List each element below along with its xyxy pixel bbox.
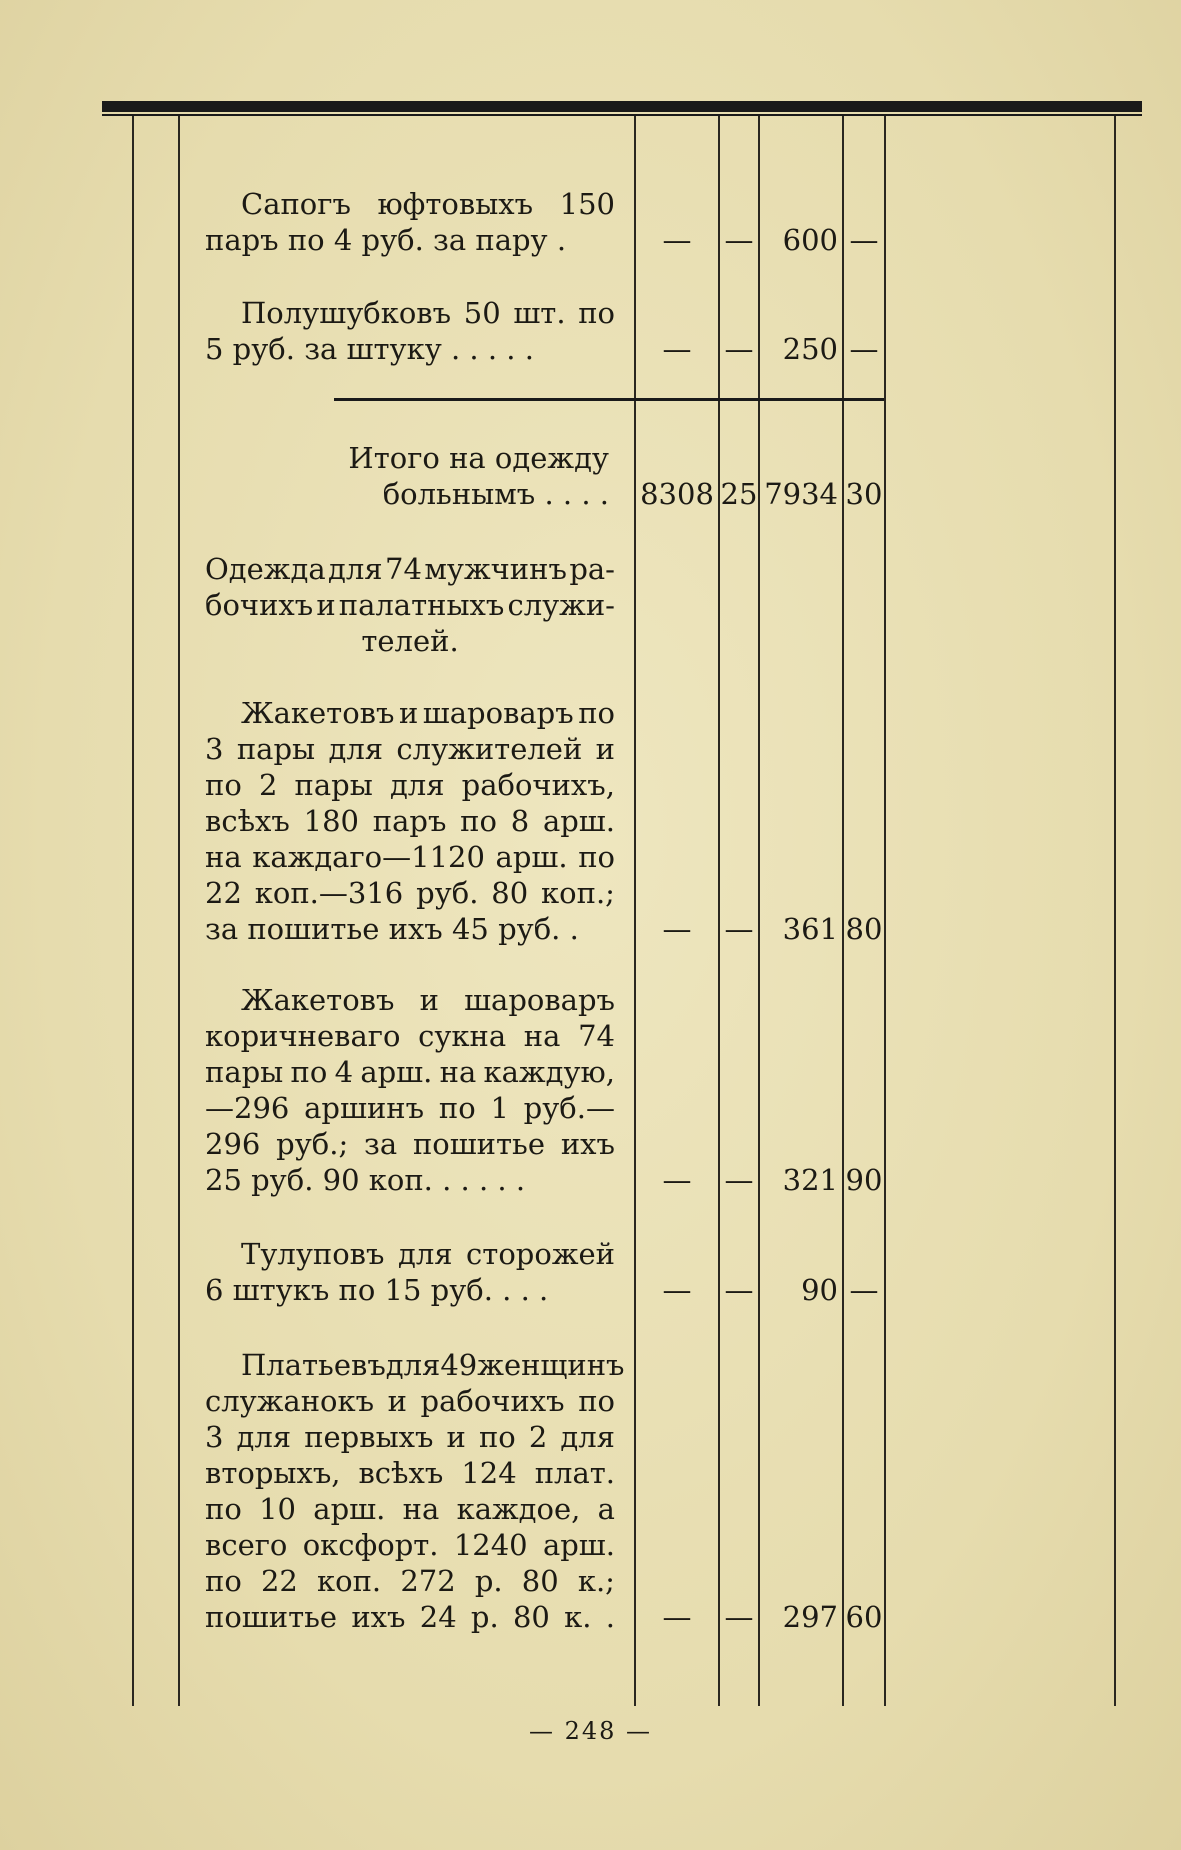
cell-col2: —	[724, 912, 754, 946]
cell-col3: 250	[782, 332, 838, 366]
column-divider-5	[884, 116, 886, 1706]
entry-line: пошитье ихъ 24 р. 80 к. .	[205, 1600, 615, 1634]
cell-col2: —	[724, 1273, 754, 1307]
cell-col1: 8308	[640, 477, 714, 511]
cell-col3: 7934	[764, 477, 838, 511]
entry-line: 3 пары для служителей и	[205, 732, 615, 766]
entry-sheepskins	[205, 295, 615, 367]
entry-line: всѣхъ 180 паръ по 8 арш.	[205, 804, 615, 838]
cell-col1: —	[662, 223, 692, 257]
cell-col1: —	[662, 912, 692, 946]
entry-line: паръ по 4 руб. за пару .	[205, 223, 567, 257]
entry-line: Жакетовъ и шароваръ по	[241, 696, 615, 730]
cell-col1: —	[662, 1273, 692, 1307]
entry-line: —296 аршинъ по 1 руб.—	[205, 1091, 615, 1125]
entry-line: Итого на одежду	[348, 441, 609, 475]
top-double-rule	[102, 101, 1142, 112]
entry-line: Платьевъ для 49 женщинъ	[241, 1348, 625, 1382]
total-rule	[334, 398, 884, 401]
cell-col1: —	[662, 1163, 692, 1197]
entry-line: больнымъ . . . .	[382, 477, 609, 511]
entry-line: пары по 4 арш. на каждую,	[205, 1055, 615, 1089]
cell-col3: 297	[782, 1600, 838, 1634]
entry-total	[205, 440, 615, 512]
cell-col2: —	[724, 223, 754, 257]
cell-col4: 80	[845, 912, 883, 946]
entry-section-heading	[205, 551, 615, 659]
cell-col2: —	[724, 1163, 754, 1197]
entry-boots	[205, 186, 615, 258]
entry-line: 296 руб.; за пошитье ихъ	[205, 1127, 615, 1161]
entry-line: за пошитье ихъ 45 руб. .	[205, 912, 579, 946]
entry-line: 5 руб. за штуку . . . . .	[205, 332, 534, 366]
entry-sheepskin-coats	[205, 1236, 615, 1308]
entry-line: Тулуповъ для сторожей	[241, 1237, 615, 1271]
entry-line: 3 для первыхъ и по 2 для	[205, 1420, 615, 1454]
entry-line: 25 руб. 90 коп. . . . . .	[205, 1163, 526, 1197]
entry-line: Жакетовъ и шароваръ	[241, 983, 615, 1017]
entry-line: коричневаго сукна на 74	[205, 1019, 615, 1053]
entry-dresses	[205, 1347, 625, 1635]
entry-line: телей.	[361, 624, 459, 658]
cell-col3: 90	[801, 1273, 838, 1307]
entry-line: по 22 коп. 272 р. 80 к.;	[205, 1564, 615, 1598]
cell-col2: —	[724, 332, 754, 366]
cell-col3: 321	[782, 1163, 838, 1197]
table-border-right	[1114, 116, 1116, 1706]
cell-col4: —	[849, 223, 879, 257]
entry-line: служанокъ и рабочихъ по	[205, 1384, 615, 1418]
entry-line: бочихъ и палатныхъ служи-	[205, 588, 615, 622]
cell-col4: —	[849, 332, 879, 366]
entry-line: вторыхъ, всѣхъ 124 плат.	[205, 1456, 615, 1490]
entry-line: Полушубковъ 50 шт. по	[241, 296, 615, 330]
table-border-left-inner	[178, 116, 180, 1706]
entry-jackets-servants	[205, 695, 615, 947]
entry-line: на каждаго—1120 арш. по	[205, 840, 615, 874]
cell-col4: 90	[845, 1163, 883, 1197]
cell-col2: —	[724, 1600, 754, 1634]
cell-col4: 30	[845, 477, 883, 511]
cell-col4: 60	[845, 1600, 883, 1634]
entry-line: всего оксфорт. 1240 арш.	[205, 1528, 615, 1562]
entry-jackets-brown	[205, 982, 615, 1198]
top-thin-rule	[102, 114, 1142, 116]
entry-line: Сапогъ юфтовыхъ 150	[241, 187, 615, 221]
cell-col1: —	[662, 332, 692, 366]
cell-col1: —	[662, 1600, 692, 1634]
page-number: — 248 —	[528, 1717, 653, 1745]
entry-line: по 2 пары для рабочихъ,	[205, 768, 615, 802]
table-border-left-outer	[132, 116, 134, 1706]
entry-line: 6 штукъ по 15 руб. . . .	[205, 1273, 549, 1307]
entry-line: 22 коп.—316 руб. 80 коп.;	[205, 876, 615, 910]
entry-line: Одежда для 74 мужчинъ ра-	[205, 552, 615, 586]
cell-col2: 25	[720, 477, 758, 511]
cell-col3: 361	[782, 912, 838, 946]
entry-line: по 10 арш. на каждое, а	[205, 1492, 615, 1526]
cell-col4: —	[849, 1273, 879, 1307]
cell-col3: 600	[782, 223, 838, 257]
